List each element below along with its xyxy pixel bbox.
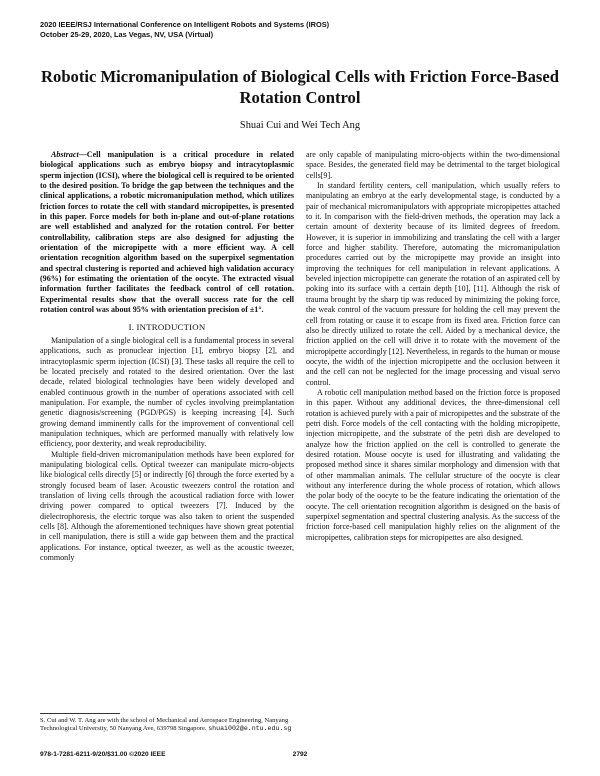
intro-paragraph-2: Multiple field-driven micromanipulation methods have been explored for manipulating biological cells. Optical tweezer can manipulate micro-objects like biological cells directly [5] or indirectly [6] through the force exerted by a strongly focused beam of laser. Acoustic tweezers control the rotation and translation of living cells through the acoustical radiation force with lower driving power compared to optical tweezers [7]. Induced by the dielectrophoresis, the electric torque was also taken to orient the suspended cells [8]. Although the aforementioned techniques have shown great potential in cell manipulation, there is still a wide gap between them and the practical applications. For instance, optical tweezer, as well as the acoustic tweezer, commonly [40, 449, 294, 563]
paper-title: Robotic Micromanipulation of Biological Cells with Friction Force-Based Rotation Control [41, 67, 559, 107]
abstract-dash: — [78, 150, 87, 159]
footnote-text: S. Cui and W. T. Ang are with the school of Mechanical and Aerospace Engineering, Nanyang Technological University, 50 Nanyang Ave, 639798 Singapore. [40, 717, 289, 732]
intro-paragraph-4: A robotic cell manipulation method based on the friction force is proposed in this paper. Without any additional devices, the three-dimensional cell rotation is achieved purely with a pair of micropipettes and the substrate of the petri dish. Force models of the cell contacting with the holding micropipette, injection micropipette, and the substrate of the petri dish are developed to analyze how the friction applied on the cell is controlled to generate the desired rotation. Mouse oocyte is used for illustrating and validating the proposed method since it shares similar morphology and dimension with that of other mammalian animals. The cellular structure of the oocyte is clear without any interference during the whole process of rotation, which allows the polar body of the oocyte to be the feature indicating the orientation of the oocyte. The cell orientation recognition algorithm is designed on the basis of superpixel segmentation and spectral clustering analysis. As the success of the friction force-based cell manipulation highly relies on the alignment of the micropipettes, calibration steps for micropipettes are also designed. [306, 387, 560, 542]
intro-paragraph-3: In standard fertility centers, cell manipulation, which usually refers to manipulating an embryo at the early developmental stage, is conducted by a pair of mechanical micromanipulators with appropriate micropipettes attached to it. In comparison with the field-driven methods, the operation may lack a certain amount of dexterity because of its limited degrees of freedom. However, it is superior in immobilizing and translating the cell with a larger force and higher stability. Therefore, automating the micromanipulation procedures carried out by the micropipette may provide an insight into improving the techniques for cell manipulation in relevant applications. A beveled injection micropipette can generate the rotation of an aspirated cell by poking into its surface with a certain depth [10], [11]. Although the risk of trauma brought by the sharp tip was reduced by minimizing the poking force, the weak control of the vacuum pressure for holding the cell may prevent the cell from rotating or cause it to escape from its fixed area. Friction force can also be directly utilized to rotate the cell. Aided by a mechanical device, the friction applied on the cell will drive it to rotate with the movement of the micropipette accordingly [12]. Nevertheless, in regards to the human or mouse oocyte, the width of the injection micropipette and the occlusion between it and the cell can not be neglected for the image processing and visual servo control. [306, 181, 560, 387]
right-column [306, 150, 560, 543]
author-affiliation-footnote [40, 717, 294, 733]
abstract-text: Cell manipulation is a critical procedure in related biological applications such as embryo biopsy and intracytoplasmic sperm injection (ICSI), where the biological cell is required to be oriented to the desired position. To bridge the gap between the techniques and the clinical applications, a robotic micromanipulation method, which utilizes friction forces to rotate the cell with standard micropipettes, is presented in this paper. Force models for both in-plane and out-of-plane rotations are well established and analyzed for the rotation control. For better controllability, calibration steps are also designed for adjusting the orientation of the micropipette with a more efficient way. A cell orientation recognition algorithm based on the superpixel segmentation and spectral clustering is reported and achieved high validation accuracy (96%) for estimating the orientation of the oocyte. The extracted visual information further facilitates the feedback control of cell rotation. Experimental results show that the overall success rate for the cell rotation control was about 95% with orientation precision of ±1°. [40, 150, 294, 315]
abstract [40, 150, 294, 316]
section-heading-introduction: I. INTRODUCTION [128, 321, 206, 332]
page-number: 2792 [292, 751, 308, 758]
left-column [40, 150, 294, 563]
abstract-label: Abstract [51, 150, 79, 159]
intro-paragraph-1: Manipulation of a single biological cell is a fundamental process in several applications, such as pronuclear injection [1], embryo biopsy [2], and intracytoplasmic sperm injection (ICSI) [3]. These tasks all require the cell to be located precisely and rotated to the desired orientation. Over the last decade, related biological technologies have been widely developed and enabled continuous growth in the number of operations associated with cell manipulation. For example, the number of cycles involving preimplantation genetic diagnosis/screening (PGD/PGS) is keeping increasing [4]. Such growing demand imminently calls for the improvement of conventional cell manipulation techniques, which are performed manually with relatively low efficiency, poor dexterity, and weak reproducibility. [40, 335, 294, 449]
author-email: shuai002@e.ntu.edu.sg [208, 725, 292, 732]
intro-paragraph-2-continued: are only capable of manipulating micro-objects within the two-dimensional space. Besides, the generated field may be detrimental to the target biological cells[9]. [306, 150, 560, 180]
footnote-rule [40, 713, 120, 714]
author-list: Shuai Cui and Wei Tech Ang [239, 120, 361, 131]
conference-dates: October 25-29, 2020, Las Vegas, NV, USA (Virtual) [40, 30, 214, 39]
isbn-copyright: 978-1-7281-6211-9/20/$31.00 ©2020 IEEE [40, 751, 166, 758]
conference-header [40, 20, 560, 40]
conference-name: 2020 IEEE/RSJ International Conference on Intelligent Robots and Systems (IROS) [40, 20, 330, 29]
